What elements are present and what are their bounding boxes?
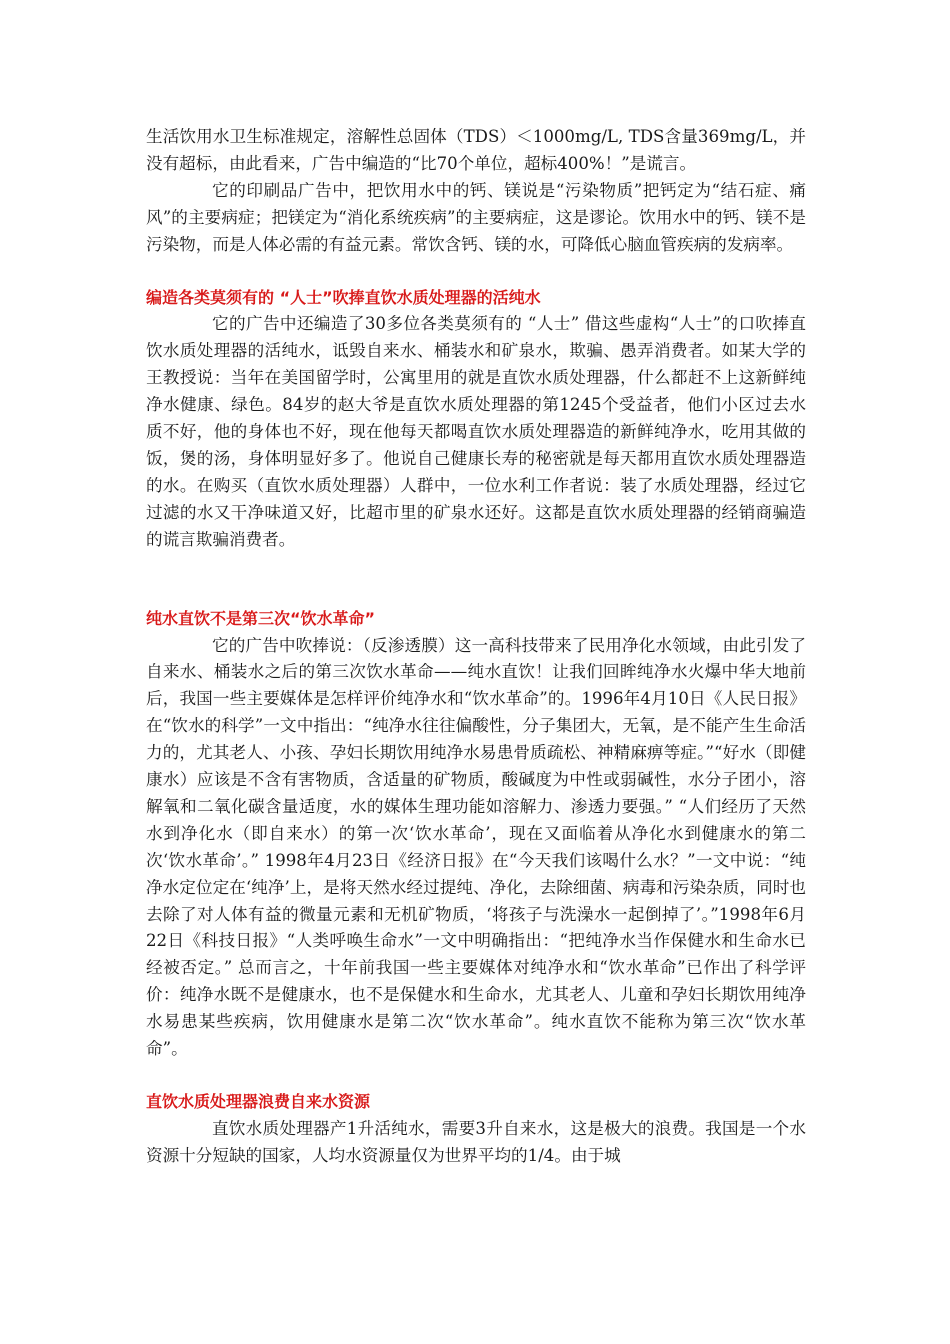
paragraph-tds-standard: 生活饮用水卫生标准规定，溶解性总固体（TDS）＜1000mg/L, TDS含量369mg/L，并没有超标，由此看来，广告中编造的“比70个单位，超标400%！”是谎言。 (146, 127, 806, 173)
section-heading-water-waste: 直饮水质处理器浪费自来水资源 (146, 1092, 371, 1111)
document-page (146, 124, 806, 1170)
paragraph-water-waste: 直饮水质处理器产1升活纯水，需要3升自来水，这是极大的浪费。我国是一个水资源十分短缺的国家，人均水资源量仅为世界平均的1/4。由于城 (146, 1118, 806, 1165)
paragraph-third-revolution: 它的广告中吹捧说：（反渗透膜）这一高科技带来了民用净化水领域，由此引发了自来水、桶装水之后的第三次饮水革命——纯水直饮！让我们回眸纯净水火爆中华大地前后，我国一些主要媒体是怎样评价纯净水和“饮水革命”的。1996年4月10日《人民日报》在“饮水的科学”一文中指出：“纯净水往往偏酸性，分子集团大，无氧，是不能产生生命活力的，尤其老人、小孩、孕妇长期饮用纯净水易患骨质疏松、神精麻痹等症。”“好水（即健康水）应该是不含有害物质，含适量的矿物质，酸碱度为中性或弱碱性，水分子团小，溶解氧和二氧化碳含量适度，水的媒体生理功能如溶解力、渗透力要强。” “人们经历了天然水到净化水（即自来水）的第一次‘饮水革命’，现在又面临着从净化水到健康水的第二次‘饮水革命’。” 1998年4月23日《经济日报》在“今天我们该喝什么水？”一文中说：“纯净水定位定在‘纯净’上，是将天然水经过提纯、净化，去除细菌、病毒和污染杂质，同时也去除了对人体有益的微量元素和无机矿物质，‘将孩子与洗澡水一起倒掉了’。”1998年6月22日《科技日报》“人类呼唤生命水”一文中明确指出：“把纯净水当作保健水和生命水已经被否定。” 总而言之，十年前我国一些主要媒体对纯净水和“饮水革命”已作出了科学评价：纯净水既不是健康水，也不是保健水和生命水，尤其老人、儿童和孕妇长期饮用纯净水易患某些疾病，饮用健康水是第二次“饮水革命”。纯水直饮不能称为第三次“饮水革命”。 (146, 635, 806, 1059)
paragraph-calcium-magnesium: 它的印刷品广告中，把饮用水中的钙、镁说是“污染物质”把钙定为“结石症、痛风”的主要病症；把镁定为“消化系统疾病”的主要病症，这是谬论。饮用水中的钙、镁不是污染物，而是人体必需的有益元素。常饮含钙、镁的水，可降低心脑血管疾病的发病率。 (146, 180, 806, 254)
section-heading-fake-testimonials: 编造各类莫须有的 “人士”吹捧直饮水质处理器的活纯水 (146, 287, 541, 307)
paragraph-fake-testimonials: 它的广告中还编造了30多位各类莫须有的 “人士” 借这些虚构“人士”的口吹捧直饮水质处理器的活纯水，诋毁自来水、桶装水和矿泉水，欺骗、愚弄消费者。如某大学的王教授说：当年在美国留学时，公寓里用的就是直饮水质处理器，什么都赶不上这新鲜纯净水健康、绿色。84岁的赵大爷是直饮水质处理器的第1245个受益者，他们小区过去水质不好，他的身体也不好，现在他每天都喝直饮水质处理器造的新鲜纯净水，吃用其做的饭，煲的汤，身体明显好多了。他说自己健康长寿的秘密就是每天都用直饮水质处理器造的水。在购买（直饮水质处理器）人群中，一位水利工作者说：装了水质处理器，经过它过滤的水又干净味道又好，比超市里的矿泉水还好。这都是直饮水质处理器的经销商骗造的谎言欺骗消费者。 (146, 314, 806, 549)
section-heading-third-revolution: 纯水直饮不是第三次“饮水革命” (146, 608, 376, 628)
